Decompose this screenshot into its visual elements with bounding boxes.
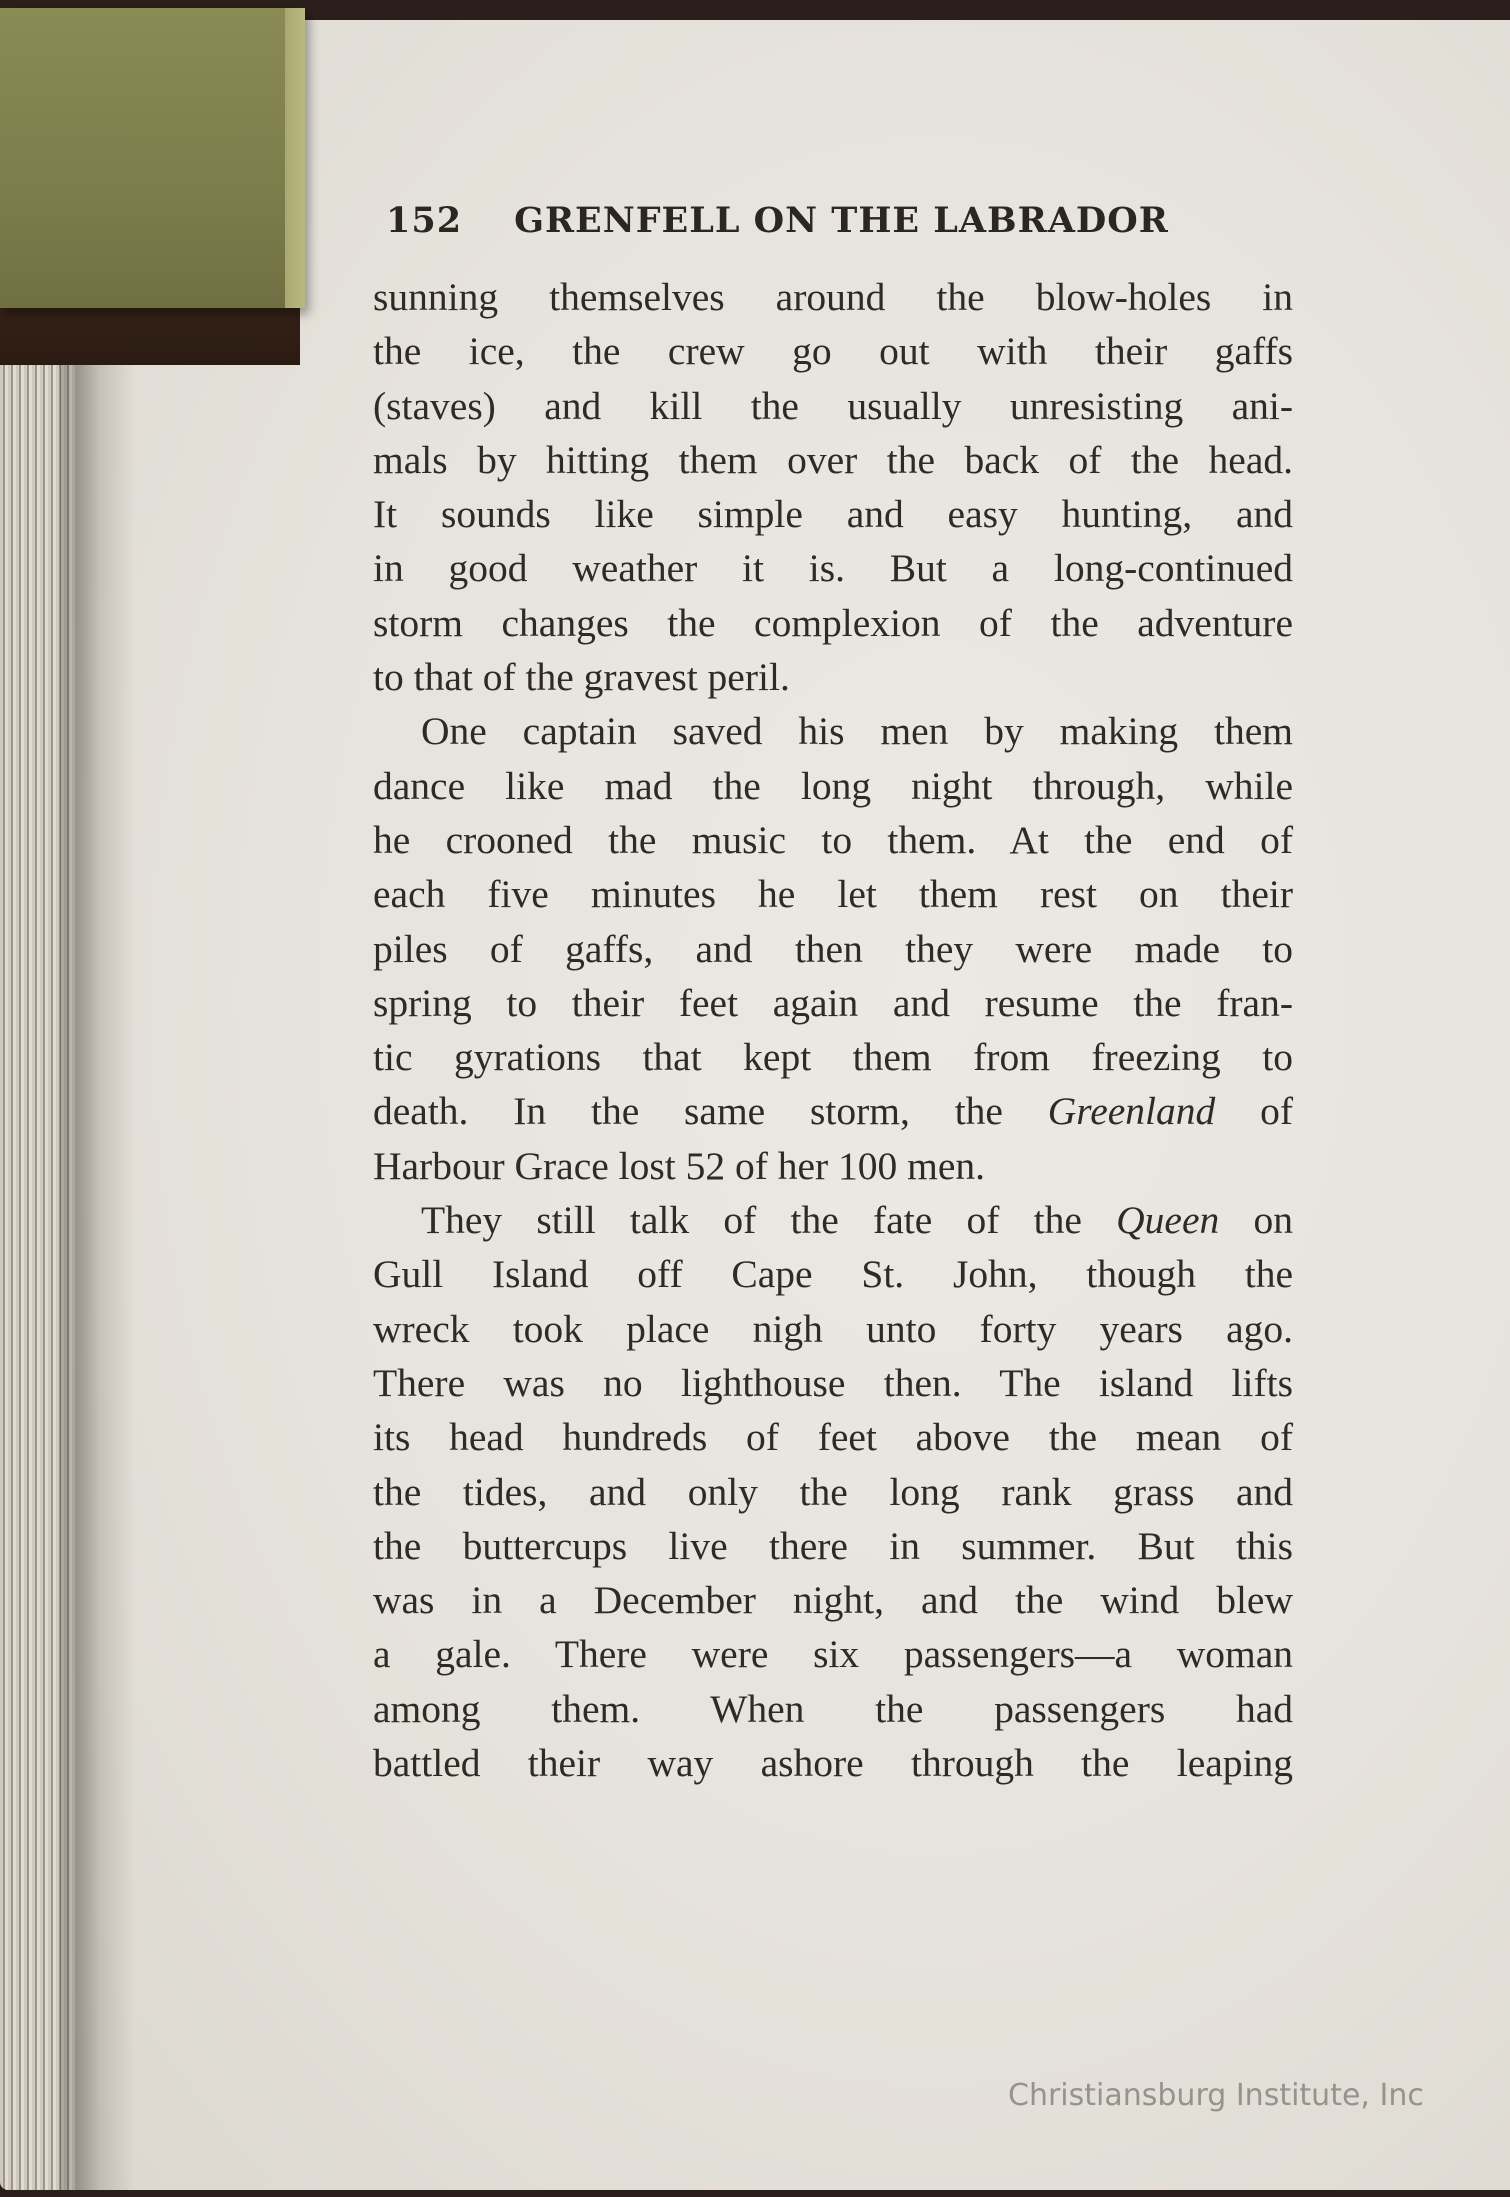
- text-line: They still talk of the fate of the Queen on: [421, 1198, 1293, 1243]
- ribbon-fold: [285, 8, 305, 308]
- text-line: There was no lighthouse then. The island lifts: [373, 1360, 1293, 1405]
- text-line: sunning themselves around the blow-holes in: [373, 275, 1293, 319]
- text-line: (staves) and kill the usually unresisting ani-: [373, 383, 1293, 428]
- text-line: the buttercups live there in summer. But this: [373, 1523, 1293, 1568]
- text-line: in good weather it is. But a long-continued: [373, 546, 1293, 591]
- text-line: battled their way ashore through the leaping: [373, 1741, 1293, 1786]
- page-number: 152: [386, 200, 463, 241]
- text-line: It sounds like simple and easy hunting, and: [373, 492, 1293, 537]
- text-line: among them. When the passengers had: [373, 1686, 1293, 1731]
- text-line: to that of the gravest peril.: [373, 655, 790, 700]
- text-line: dance like mad the long night through, while: [373, 763, 1293, 808]
- text-line: its head hundreds of feet above the mean of: [373, 1415, 1293, 1460]
- text-line: tic gyrations that kept them from freezing to: [373, 1035, 1293, 1080]
- text-line: Harbour Grace lost 52 of her 100 men.: [373, 1143, 986, 1188]
- running-header: [386, 200, 1266, 241]
- edge-shadow: [60, 340, 100, 2190]
- text-line: the tides, and only the long rank grass and: [373, 1469, 1293, 1514]
- text-line: piles of gaffs, and then they were made to: [373, 926, 1293, 971]
- text-line: Gull Island off Cape St. John, though the: [373, 1252, 1293, 1297]
- text-line: wreck took place nigh unto forty years ago.: [373, 1306, 1293, 1351]
- text-line: One captain saved his men by making them: [421, 709, 1293, 754]
- text-line: storm changes the complexion of the adventure: [373, 600, 1293, 645]
- watermark: Christiansburg Institute, Inc: [1008, 2078, 1424, 2113]
- text-line: each five minutes he let them rest on their: [373, 872, 1293, 917]
- body-text: [373, 270, 1293, 1790]
- text-line: mals by hitting them over the back of the head.: [373, 437, 1293, 482]
- ribbon-bookmark: [0, 8, 305, 308]
- text-line: death. In the same storm, the Greenland of: [373, 1089, 1293, 1134]
- text-line: spring to their feet again and resume the fran-: [373, 980, 1293, 1025]
- text-line: he crooned the music to them. At the end of: [373, 817, 1293, 862]
- text-line: was in a December night, and the wind blew: [373, 1578, 1293, 1623]
- text-line: a gale. There were six passengers—a woman: [373, 1632, 1293, 1677]
- text-line: the ice, the crew go out with their gaffs: [373, 329, 1293, 374]
- running-title: GRENFELL ON THE LABRADOR: [514, 200, 1169, 241]
